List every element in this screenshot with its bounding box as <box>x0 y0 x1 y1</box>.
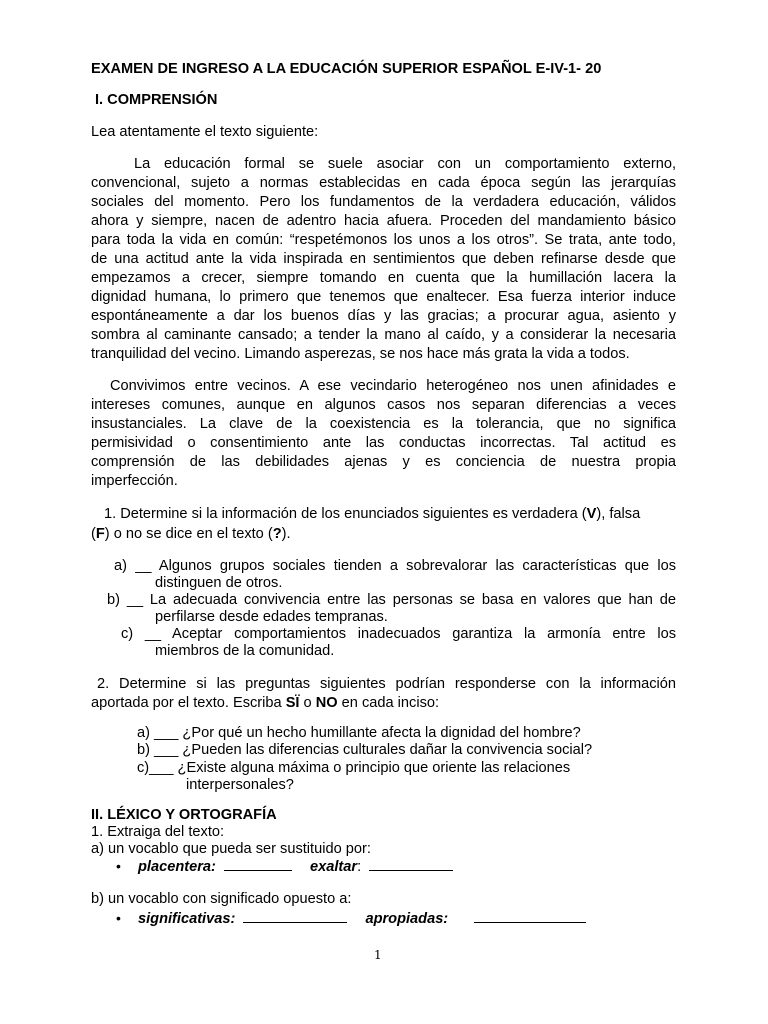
word-placentera: placentera: <box>138 859 216 875</box>
lexico-a-row <box>138 857 453 877</box>
q2-text: en cada inciso: <box>337 695 440 711</box>
paragraph-line: de una actitud ante la vida inspirada en sentimientos que deben refinarse desde que <box>91 251 676 267</box>
bullet-icon: • <box>116 858 121 874</box>
word-exaltar: exaltar <box>310 859 358 875</box>
paragraph-line: ahora y siempre, nacen de adentro hacia afuera. Proceden del mandamiento básico <box>91 213 676 229</box>
lexico-b-row <box>138 909 586 929</box>
q2-code-no: NO <box>315 695 338 711</box>
paragraph-line: imperfección. <box>91 473 178 489</box>
word-significativas: significativas: <box>138 911 236 927</box>
reading-instruction: Lea atentamente el texto siguiente: <box>91 124 319 140</box>
colon: : <box>357 859 362 875</box>
paragraph-line: insustanciales. La clave de la coexistencia es la tolerancia, que no significa <box>91 416 676 432</box>
q1-code-v: V <box>586 506 597 522</box>
question-1-line-1 <box>104 505 640 524</box>
question-2-line-1: 2. Determine si las preguntas siguientes podrían responderse con la información <box>97 676 676 692</box>
q1-item-b-cont: perfilarse desde edades tempranas. <box>155 609 388 625</box>
paragraph-line: intereses comunes, aunque en algunos casos nos separan diferencias a veces <box>91 397 676 413</box>
q1-text: ) o no se dice en el texto ( <box>104 526 273 542</box>
q1-text: ( <box>91 526 96 542</box>
q1-item-c-cont: miembros de la comunidad. <box>155 643 335 659</box>
word-apropiadas: apropiadas: <box>365 911 449 927</box>
paragraph-line: empezamos a crecer, siempre tomando en cuenta que la humillación lacera la <box>91 270 676 286</box>
paragraph-line: sociales del momento. Pero los fundamentos de la verdadera educación, válidos <box>91 194 676 210</box>
answer-blank[interactable] <box>224 857 292 871</box>
paragraph-line: tranquilidad del vecino. Limando asperezas, se nos hace más grata la vida a todos. <box>91 346 630 362</box>
exam-title: EXAMEN DE INGRESO A LA EDUCACIÓN SUPERIOR ESPAÑOL E-IV-1- 20 <box>91 61 602 77</box>
paragraph-line: espontáneamente a dar los buenos días y las gracias; a procurar agua, asiento y <box>91 308 676 324</box>
paragraph-line: permisividad o consentimiento ante las conductas incorrectas. Tal actitud es <box>91 435 676 451</box>
paragraph-line: sombra al caminante cansado; a tender la mano al caído, y a considerar la necesaria <box>91 327 676 343</box>
bullet-icon: • <box>116 910 121 926</box>
q1-code-q: ? <box>272 526 282 542</box>
lexico-instruction: 1. Extraiga del texto: <box>91 824 225 840</box>
q2-item-c-cont: interpersonales? <box>186 777 294 793</box>
question-2-line-2 <box>91 694 439 713</box>
q1-item-a-cont: distinguen de otros. <box>155 575 283 591</box>
q2-text: o <box>299 695 316 711</box>
answer-blank[interactable] <box>243 909 347 923</box>
q2-item-c: c)___ ¿Existe alguna máxima o principio que oriente las relaciones <box>137 760 571 776</box>
q2-text: aportada por el texto. Escriba <box>91 695 286 711</box>
q1-text: ), falsa <box>596 506 641 522</box>
q1-text: ). <box>281 526 291 542</box>
question-1-line-2 <box>91 525 291 544</box>
q1-code-f: F <box>95 526 105 542</box>
page-number: 1 <box>374 948 382 962</box>
paragraph-line: Convivimos entre vecinos. A ese vecindario heterogéneo nos unen afinidades e <box>110 378 676 394</box>
q2-item-a: a) ___ ¿Por qué un hecho humillante afecta la dignidad del hombre? <box>137 725 581 741</box>
paragraph-line: dignidad humana, lo primero que tenemos que enaltecer. Esa fuerza interior induce <box>91 289 676 305</box>
q2-code-si: SÏ <box>285 695 300 711</box>
q1-item-b: b) __ La adecuada convivencia entre las personas se basa en valores que han de <box>107 592 676 608</box>
q1-item-a: a) __ Algunos grupos sociales tienden a sobrevalorar las características que los <box>114 558 676 574</box>
section-heading-comprension: I. COMPRENSIÓN <box>95 92 218 108</box>
lexico-part-b: b) un vocablo con significado opuesto a: <box>91 891 352 907</box>
paragraph-line: para toda la vida en común: “respetémonos los unos a los otros”. Se trata, ante todo, <box>91 232 676 248</box>
q2-item-b: b) ___ ¿Pueden las diferencias culturales dañar la convivencia social? <box>137 742 593 758</box>
section-heading-lexico: II. LÉXICO Y ORTOGRAFÍA <box>91 807 277 823</box>
answer-blank[interactable] <box>369 857 453 871</box>
paragraph-line: La educación formal se suele asociar con un comportamiento externo, <box>134 156 676 172</box>
answer-blank[interactable] <box>474 909 586 923</box>
lexico-part-a: a) un vocablo que pueda ser sustituido por: <box>91 841 371 857</box>
q1-text: 1. Determine si la información de los enunciados siguientes es verdadera ( <box>104 506 587 522</box>
paragraph-line: convencional, sujeto a normas establecidas en cada época según las jerarquías <box>91 175 676 191</box>
q1-item-c: c) __ Aceptar comportamientos inadecuados garantiza la armonía entre los <box>121 626 676 642</box>
paragraph-line: comprensión de las debilidades ajenas y es conciencia de nuestra propia <box>91 454 676 470</box>
